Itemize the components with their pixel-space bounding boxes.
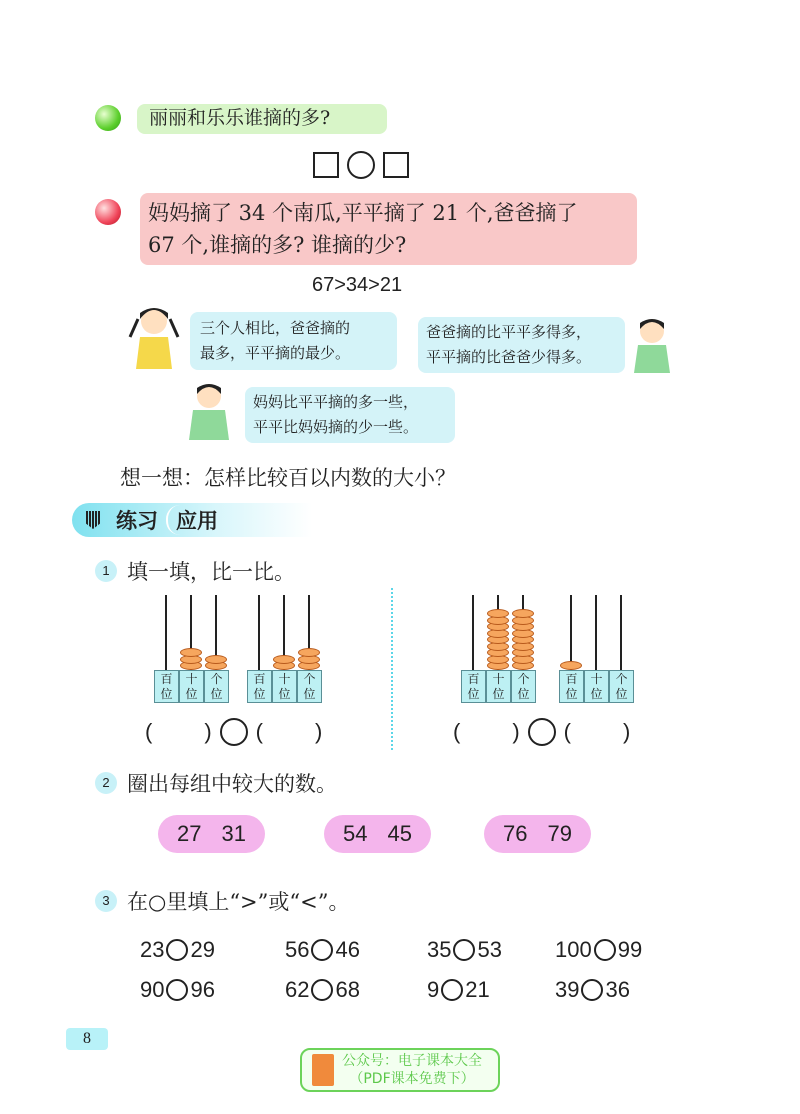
- header-part2: 应用: [166, 505, 218, 535]
- place-char: 位: [160, 687, 173, 701]
- place-label-hundreds: [559, 670, 584, 703]
- place-char: 十: [492, 672, 505, 686]
- place-char: 位: [278, 687, 291, 701]
- place-char: 个: [517, 672, 530, 686]
- watermark-line: 公众号：电子课本大全: [342, 1053, 482, 1069]
- place-label-tens: [584, 670, 609, 703]
- question-line: 67 个,谁摘的多? 谁摘的少?: [148, 233, 407, 257]
- speech-line: 三个人相比，爸爸摘的: [200, 319, 351, 337]
- place-char: 位: [492, 687, 505, 701]
- place-label-tens: [179, 670, 204, 703]
- blank-box[interactable]: [313, 152, 339, 178]
- comparison-item: [285, 977, 360, 1003]
- place-label-ones: [297, 670, 322, 703]
- question-line: 妈妈摘了 34 个南瓜,平平摘了 21 个,爸爸摘了: [148, 201, 578, 225]
- place-label-hundreds: [247, 670, 272, 703]
- speech-line: 平平比妈妈摘的少一些。: [253, 418, 419, 436]
- abacus-rod: [595, 595, 597, 670]
- compare-circle[interactable]: [594, 939, 616, 961]
- abacus-bead: [487, 609, 509, 618]
- place-char: 十: [590, 672, 603, 686]
- boy-illustration: [628, 315, 676, 373]
- practice-header: [72, 503, 312, 537]
- speech-bubble: [190, 312, 397, 370]
- compare-circle[interactable]: [528, 718, 556, 746]
- exercise-number: 2: [95, 772, 117, 794]
- abacus-rod: [258, 595, 260, 670]
- pencil-icon: [86, 511, 100, 529]
- header-part1: 练习: [116, 509, 158, 533]
- question-bubble: [137, 104, 387, 134]
- girl-illustration: [126, 303, 182, 371]
- compare-circle[interactable]: [581, 979, 603, 1001]
- place-char: 位: [590, 687, 603, 701]
- exercise-1-title: [95, 556, 295, 586]
- comparison-item: [555, 977, 630, 1003]
- number: 68: [335, 977, 360, 1002]
- place-label-tens: [486, 670, 511, 703]
- exercise-text: 圈出每组中较大的数。: [127, 772, 337, 796]
- speech-line: 最多，平平摘的最少。: [200, 344, 351, 362]
- number[interactable]: 54: [343, 821, 368, 846]
- place-char: 个: [615, 672, 628, 686]
- place-char: 位: [467, 687, 480, 701]
- blank-box[interactable]: [383, 152, 409, 178]
- place-char: 位: [210, 687, 223, 701]
- compare-circle[interactable]: [220, 718, 248, 746]
- exercise-text: 在○里填上“>”或“<”。: [127, 890, 350, 914]
- exercise-number: 3: [95, 890, 117, 912]
- number: 53: [477, 937, 502, 962]
- comparison-item: [555, 937, 642, 963]
- paren: (: [145, 719, 153, 744]
- think-prompt: 想一想：怎样比较百以内数的大小？: [120, 466, 456, 490]
- number[interactable]: 79: [547, 821, 572, 846]
- place-char: 百: [253, 672, 266, 686]
- place-char: 位: [303, 687, 316, 701]
- number: 9: [427, 977, 440, 1002]
- comparison-item: [140, 937, 215, 963]
- number-pair: [484, 815, 591, 853]
- place-char: 个: [210, 672, 223, 686]
- watermark-line: （PDF课本免费下）: [349, 1071, 475, 1087]
- place-char: 十: [185, 672, 198, 686]
- page-number: 8: [66, 1028, 108, 1050]
- abacus-bead: [298, 648, 320, 657]
- number: 21: [465, 977, 490, 1002]
- speech-bubble: [418, 317, 625, 373]
- blank-circle[interactable]: [347, 151, 375, 179]
- number: 39: [555, 977, 580, 1002]
- compare-circle[interactable]: [166, 939, 188, 961]
- place-label-ones: [609, 670, 634, 703]
- number-pair: [324, 815, 431, 853]
- paren: ): [204, 719, 212, 744]
- number-pair: [158, 815, 265, 853]
- compare-circle[interactable]: [453, 939, 475, 961]
- place-label-ones: [204, 670, 229, 703]
- paren: (: [563, 719, 571, 744]
- place-char: 个: [303, 672, 316, 686]
- place-label-ones: [511, 670, 536, 703]
- abacus-bead: [273, 655, 295, 664]
- answer-text: 67>34>21: [312, 274, 403, 296]
- number: 100: [555, 937, 592, 962]
- place-char: 位: [185, 687, 198, 701]
- book-icon: [312, 1054, 334, 1086]
- number: 99: [617, 937, 643, 962]
- comparison-item: [427, 937, 502, 963]
- speech-line: 平平摘的比爸爸少得多。: [426, 348, 592, 366]
- abacus-bead: [560, 661, 582, 670]
- place-char: 百: [467, 672, 480, 686]
- abacus-rod: [620, 595, 622, 670]
- number[interactable]: 27: [177, 821, 202, 846]
- place-char: 百: [565, 672, 578, 686]
- compare-circle[interactable]: [166, 979, 188, 1001]
- compare-circle[interactable]: [441, 979, 463, 1001]
- number: 29: [190, 937, 215, 962]
- place-char: 百: [160, 672, 173, 686]
- comparison-item: [285, 937, 360, 963]
- number: 35: [427, 937, 452, 962]
- answer-row: [145, 718, 322, 746]
- answer-row: [453, 718, 630, 746]
- watermark: [300, 1048, 500, 1092]
- place-label-hundreds: [154, 670, 179, 703]
- abacus-bead: [205, 655, 227, 664]
- number: 56: [285, 937, 310, 962]
- number: 36: [605, 977, 630, 1002]
- boy-illustration: [185, 380, 237, 442]
- abacus-bead: [512, 609, 534, 618]
- green-ball-icon: [95, 105, 121, 131]
- place-char: 位: [517, 687, 530, 701]
- number: 62: [285, 977, 310, 1002]
- exercise-2-title: [95, 768, 337, 798]
- number: 90: [140, 977, 165, 1002]
- number[interactable]: 76: [503, 821, 528, 846]
- paren: ): [314, 719, 323, 744]
- abacus-rod: [570, 595, 572, 670]
- paren: (: [255, 719, 263, 744]
- number: 23: [140, 937, 165, 962]
- place-char: 位: [565, 687, 578, 701]
- exercise-text: 填一填，比一比。: [127, 560, 295, 584]
- number: 46: [335, 937, 360, 962]
- place-label-tens: [272, 670, 297, 703]
- question-bubble: [140, 193, 637, 265]
- comparison-item: [140, 977, 215, 1003]
- place-char: 十: [278, 672, 291, 686]
- number[interactable]: 45: [387, 821, 412, 846]
- paren: (: [453, 719, 461, 744]
- red-ball-icon: [95, 199, 121, 225]
- speech-line: 爸爸摘的比平平多得多，: [426, 323, 592, 341]
- number: 96: [190, 977, 215, 1002]
- compare-circle[interactable]: [311, 979, 333, 1001]
- question-text: 丽丽和乐乐谁摘的多?: [149, 107, 331, 129]
- compare-blanks: [313, 151, 409, 179]
- compare-circle[interactable]: [311, 939, 333, 961]
- paren: ): [622, 719, 631, 744]
- divider-line: [391, 588, 393, 750]
- place-label-hundreds: [461, 670, 486, 703]
- paren: ): [512, 719, 520, 744]
- abacus-bead: [180, 648, 202, 657]
- abacus-rod: [472, 595, 474, 670]
- speech-line: 妈妈比平平摘的多一些，: [253, 393, 419, 411]
- exercise-number: 1: [95, 560, 117, 582]
- number[interactable]: 31: [221, 821, 246, 846]
- place-char: 位: [253, 687, 266, 701]
- exercise-3-title: [95, 886, 349, 916]
- comparison-item: [427, 977, 490, 1003]
- speech-bubble: [245, 387, 455, 443]
- place-char: 位: [615, 687, 628, 701]
- abacus-rod: [165, 595, 167, 670]
